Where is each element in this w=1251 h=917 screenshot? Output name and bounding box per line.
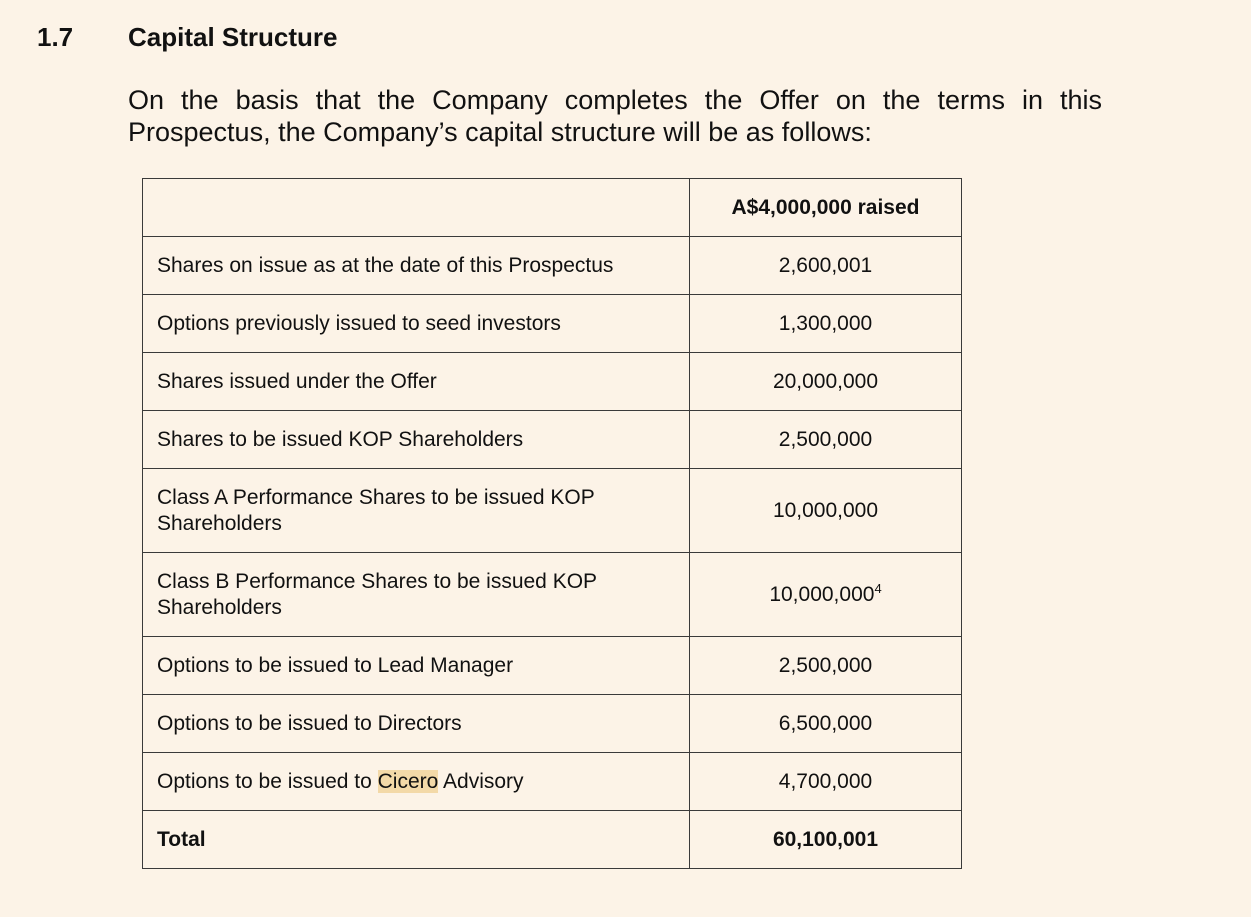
table-row [143, 753, 962, 811]
row-label-suffix: Advisory [438, 769, 524, 793]
header-value-cell: A$4,000,000 raised [690, 179, 962, 237]
total-label: Total [143, 811, 690, 869]
row-value [690, 553, 962, 637]
table-row [143, 411, 962, 469]
section-number: 1.7 [37, 22, 74, 52]
row-label: Shares on issue as at the date of this Prospectus [143, 237, 690, 295]
row-label: Shares to be issued KOP Shareholders [143, 411, 690, 469]
row-value: 20,000,000 [690, 353, 962, 411]
table-header-row [143, 179, 962, 237]
row-label: Class A Performance Shares to be issued KOP Shareholders [143, 469, 690, 553]
row-value: 4,700,000 [690, 753, 962, 811]
row-label-prefix: Options to be issued to [157, 769, 378, 793]
row-label [143, 753, 690, 811]
table-row [143, 353, 962, 411]
table-total-row [143, 811, 962, 869]
row-label: Shares issued under the Offer [143, 353, 690, 411]
footnote-marker: 4 [874, 580, 882, 596]
row-value: 2,600,001 [690, 237, 962, 295]
table-row [143, 553, 962, 637]
total-value: 60,100,001 [690, 811, 962, 869]
table-row [143, 469, 962, 553]
row-value: 1,300,000 [690, 295, 962, 353]
row-label: Class B Performance Shares to be issued KOP Shareholders [143, 553, 690, 637]
row-value: 2,500,000 [690, 637, 962, 695]
row-label: Options to be issued to Lead Manager [143, 637, 690, 695]
row-value: 6,500,000 [690, 695, 962, 753]
row-value-text: 10,000,000 [769, 582, 875, 606]
table-row [143, 637, 962, 695]
capital-structure-table [142, 178, 962, 869]
intro-paragraph: On the basis that the Company completes the Offer on the terms in this Prospectus, the Company’s capital structure will be as follows: [128, 85, 1102, 147]
table-row [143, 295, 962, 353]
row-label: Options previously issued to seed investors [143, 295, 690, 353]
header-label-cell [143, 179, 690, 237]
table-row [143, 237, 962, 295]
row-value: 2,500,000 [690, 411, 962, 469]
highlighted-text[interactable]: Cicero [377, 769, 439, 793]
row-value: 10,000,000 [690, 469, 962, 553]
section-title: Capital Structure [128, 22, 338, 52]
row-label: Options to be issued to Directors [143, 695, 690, 753]
table-row [143, 695, 962, 753]
